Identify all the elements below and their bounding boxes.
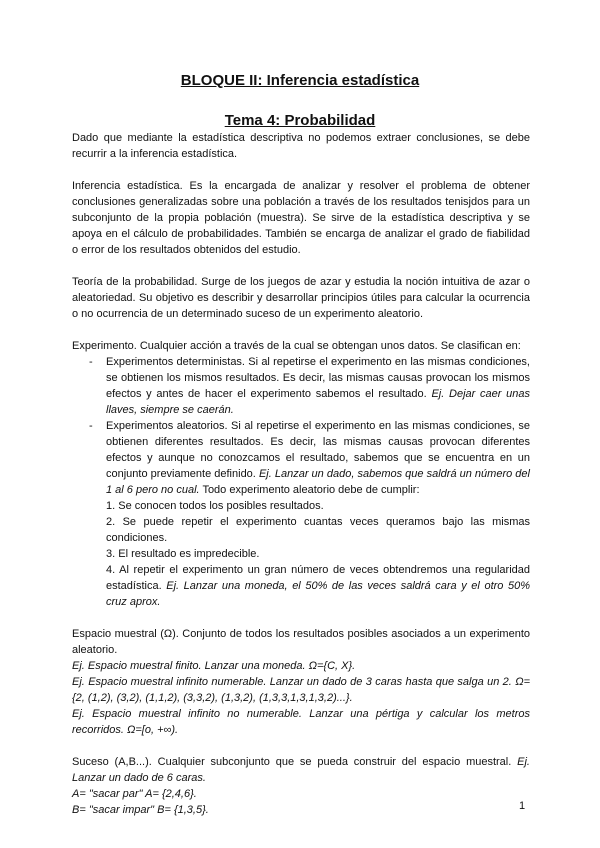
- suceso-example: Ej. Lanzar un dado de 6 caras.: [72, 756, 530, 784]
- dash-bullet: -: [89, 356, 93, 368]
- suceso-paragraph: [72, 754, 530, 786]
- inferencia-paragraph: Inferencia estadística. Es la encargada de analizar y resolver el problema de obtener conclusiones generalizadas sobre una población a través de los resultados tenisjdos para un subconjunto de la propia población (muestra). Se sirve de la estadística descriptiva y se apoya en el cálculo de probabilidades. También se encarga de analizar el grado de fiabilidad o error de los resultados obtenidos del estudio.: [72, 180, 530, 256]
- document-body: [72, 130, 530, 818]
- aleatorios-after: Todo experimento aleatorio debe de cumplir:: [202, 484, 420, 496]
- condition-2: 2. Se puede repetir el experimento cuantas veces queramos bajo las mismas condiciones.: [106, 516, 530, 544]
- list-item-aleatorios: [72, 418, 530, 610]
- espacio-example-numerable: Ej. Espacio muestral infinito numerable. Lanzar un dado de 3 caras hasta que salga un 2. Ω={2, (1,2), (3,2), (1,1,2), (3,3,2), (1,3,2), (1,3,3,1,3,1,3,2)...}.: [72, 676, 530, 704]
- condition-4: [106, 562, 530, 610]
- block-heading: BLOQUE II: Inferencia estadística: [180, 72, 420, 89]
- topic-title: Tema 4: Probabilidad: [224, 112, 376, 129]
- deterministas-example: Ej. Dejar caer unas llaves, siempre se caerán.: [106, 388, 531, 416]
- espacio-muestral-paragraph: Espacio muestral (Ω). Conjunto de todos los resultados posibles asociados a un experimento aleatorio.: [72, 628, 530, 656]
- condition-1: 1. Se conocen todos los posibles resultados.: [106, 500, 324, 512]
- espacio-example-finito: Ej. Espacio muestral finito. Lanzar una moneda. Ω={C, X}.: [72, 660, 356, 672]
- intro-paragraph: Dado que mediante la estadística descriptiva no podemos extraer conclusiones, se debe recurrir a la inferencia estadística.: [72, 132, 530, 160]
- condition-4-example: Ej. Lanzar una moneda, el 50% de las veces saldrá cara y el otro 50% cruz aprox.: [106, 580, 531, 608]
- teoria-paragraph: Teoría de la probabilidad. Surge de los juegos de azar y estudia la noción intuitiva de azar o aleatoriedad. Su objetivo es describir y desarrollar principios útiles para calcular la ocurrencia o no ocurrencia de un determinado suceso de un experimento aleatorio.: [72, 276, 530, 320]
- aleatorios-text: Experimentos aleatorios. Si al repetirse el experimento en las mismas condiciones, se obtienen diferentes resultados. Es decir, las mismas causas provocan diferentes efectos y aunque no conozcamos el resultado, sabemos que se encuentra en un conjunto previamente definido.: [106, 420, 530, 480]
- suceso-text: Suceso (A,B...). Cualquier subconjunto que se pueda construir del espacio muestral.: [72, 756, 512, 768]
- deterministas-text: Experimentos deterministas. Si al repetirse el experimento en las mismas condiciones, se obtienen los mismos resultados. Es decir, las mismas causas provocan los mismos efectos y antes de hacer el experimento sabemos el resultado.: [106, 356, 530, 400]
- condition-4-text: 4. Al repetir el experimento un gran número de veces obtendremos una regularidad estadística.: [106, 564, 530, 592]
- dash-bullet: -: [89, 420, 93, 432]
- aleatorios-example: Ej. Lanzar un dado, sabemos que saldrá un número del 1 al 6 pero no cual.: [106, 468, 530, 496]
- list-item-deterministas: [72, 354, 530, 418]
- suceso-line-a: A= "sacar par" A= {2,4,6}.: [72, 788, 197, 800]
- suceso-line-b: B= "sacar impar" B= {1,3,5}.: [72, 804, 209, 816]
- experiment-types-list: [72, 354, 530, 610]
- condition-3: 3. El resultado es impredecible.: [106, 548, 260, 560]
- page-number: 1: [519, 800, 526, 812]
- espacio-example-no-numerable: Ej. Espacio muestral infinito no numerable. Lanzar una pértiga y calcular los metros recorridos. Ω=[o, +∞).: [72, 708, 530, 736]
- experimento-intro: Experimento. Cualquier acción a través de la cual se obtengan unos datos. Se clasifican en:: [72, 340, 521, 352]
